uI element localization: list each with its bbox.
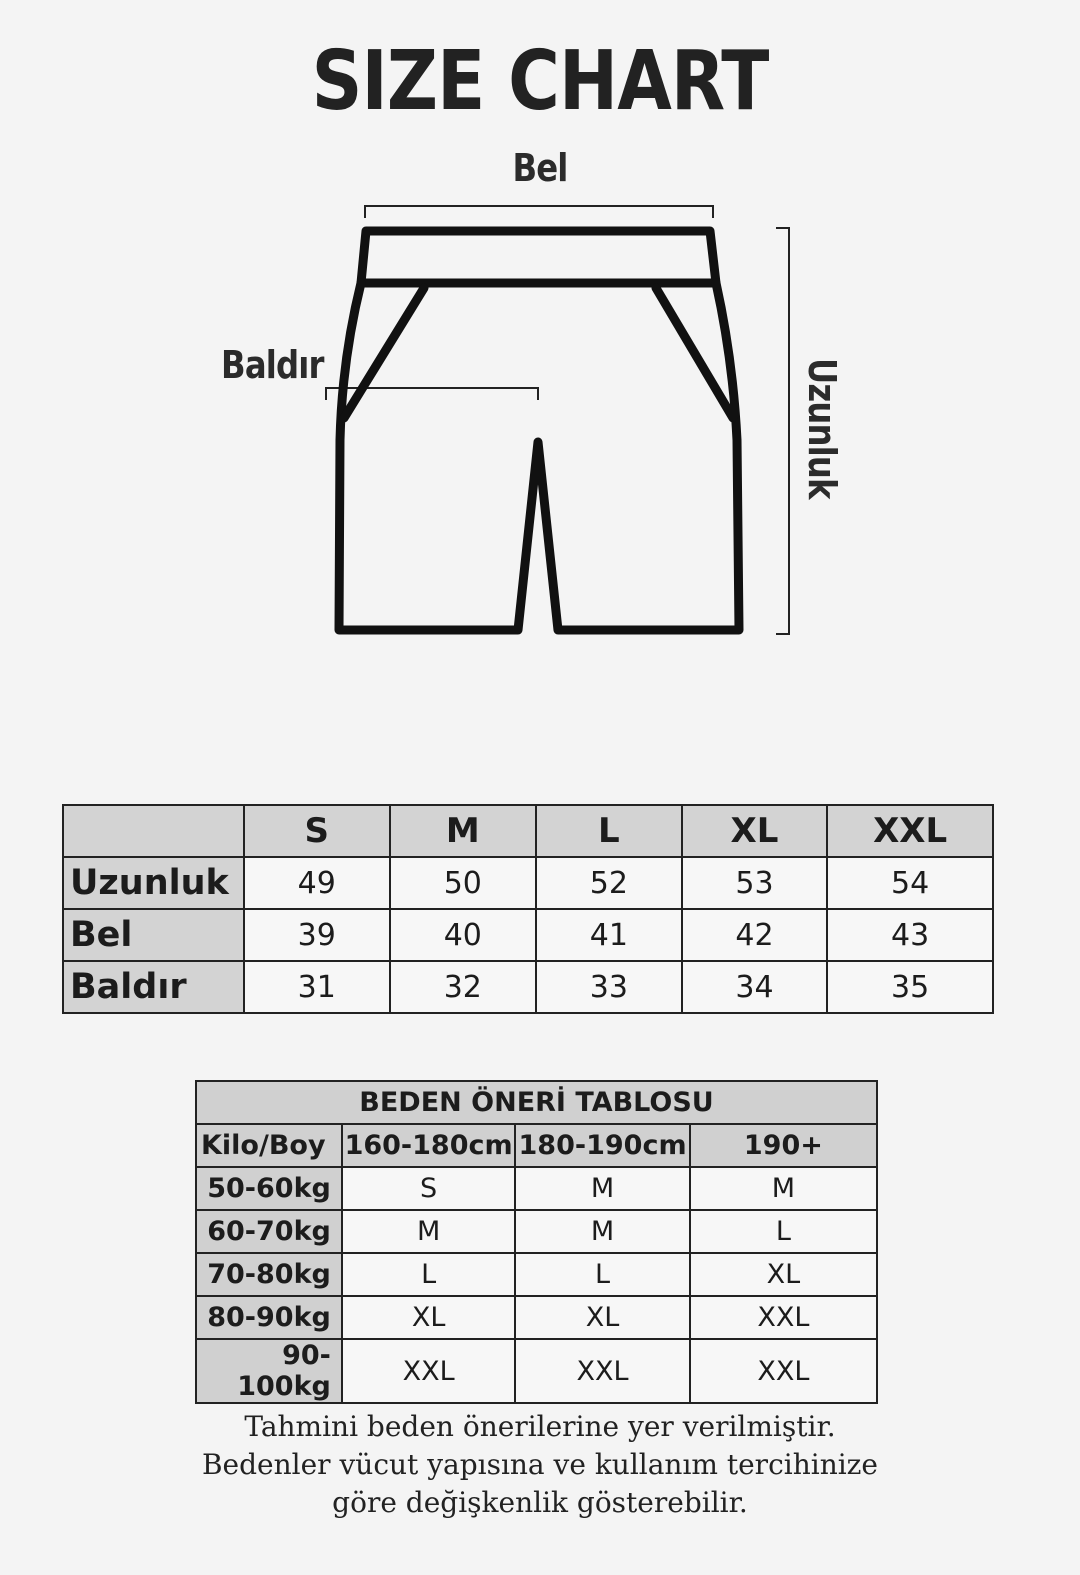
waistband [361, 231, 716, 283]
waist-measure-line [365, 206, 713, 218]
size-cell: 43 [827, 909, 993, 961]
rec-cell: M [690, 1167, 877, 1210]
rec-row-label: 90-100kg [196, 1339, 342, 1403]
size-cell: 52 [536, 857, 682, 909]
size-cell: 39 [244, 909, 390, 961]
size-cell: 33 [536, 961, 682, 1013]
size-recommendation-table [195, 1080, 878, 1404]
rec-cell: L [515, 1253, 689, 1296]
rec-row-label: 50-60kg [196, 1167, 342, 1210]
size-header-row [63, 805, 993, 857]
rec-cell: XXL [342, 1339, 515, 1403]
size-cell: 49 [244, 857, 390, 909]
page-title: SIZE CHART [311, 34, 769, 129]
rec-cell: XL [515, 1296, 689, 1339]
rec-col-header: 190+ [690, 1124, 877, 1167]
size-cell: 40 [390, 909, 537, 961]
size-cell: 54 [827, 857, 993, 909]
rec-corner-label: Kilo/Boy [196, 1124, 342, 1167]
rec-cell: XL [690, 1253, 877, 1296]
rec-cell: M [342, 1210, 515, 1253]
thigh-label: Baldır [221, 343, 324, 387]
footer-note [0, 1408, 1080, 1522]
rec-table-title: BEDEN ÖNERİ TABLOSU [196, 1081, 877, 1124]
rec-row [196, 1296, 877, 1339]
rec-row [196, 1167, 877, 1210]
rec-cell: XXL [690, 1339, 877, 1403]
size-cell: 41 [536, 909, 682, 961]
rec-title-row [196, 1081, 877, 1124]
size-cell: 32 [390, 961, 537, 1013]
footer-note-line: göre değişkenlik gösterebilir. [332, 1486, 748, 1519]
size-col-header: XL [682, 805, 828, 857]
size-row-thigh [63, 961, 993, 1013]
size-cell: 42 [682, 909, 828, 961]
size-cell: 50 [390, 857, 537, 909]
shorts-diagram [0, 0, 1080, 700]
length-label: Uzunluk [800, 358, 844, 499]
rec-cell: M [515, 1210, 689, 1253]
size-row-label: Uzunluk [63, 857, 244, 909]
size-cell: 53 [682, 857, 828, 909]
size-table [62, 804, 994, 1014]
size-cell: 35 [827, 961, 993, 1013]
rec-row-label: 70-80kg [196, 1253, 342, 1296]
size-row-label: Baldır [63, 961, 244, 1013]
rec-row [196, 1253, 877, 1296]
size-row-waist [63, 909, 993, 961]
rec-row-label: 80-90kg [196, 1296, 342, 1339]
rec-row-label: 60-70kg [196, 1210, 342, 1253]
rec-row [196, 1339, 877, 1403]
size-row-label: Bel [63, 909, 244, 961]
rec-cell: M [515, 1167, 689, 1210]
footer-note-line: Bedenler vücut yapısına ve kullanım tercihinize [201, 1448, 879, 1481]
size-cell: 34 [682, 961, 828, 1013]
rec-cell: L [342, 1253, 515, 1296]
size-col-header: XXL [827, 805, 993, 857]
size-cell: 31 [244, 961, 390, 1013]
rec-col-header: 160-180cm [342, 1124, 515, 1167]
footer-note-line: Tahmini beden önerilerine yer verilmiştir. [244, 1410, 836, 1443]
rec-cell: XXL [690, 1296, 877, 1339]
size-col-header: L [536, 805, 682, 857]
rec-cell: XL [342, 1296, 515, 1339]
size-row-length [63, 857, 993, 909]
rec-row [196, 1210, 877, 1253]
size-corner-cell [63, 805, 244, 857]
waist-label: Bel [512, 146, 568, 190]
rec-col-header: 180-190cm [515, 1124, 689, 1167]
length-measure-line [776, 228, 789, 634]
size-col-header: M [390, 805, 537, 857]
rec-header-row [196, 1124, 877, 1167]
rec-cell: L [690, 1210, 877, 1253]
size-col-header: S [244, 805, 390, 857]
rec-cell: XXL [515, 1339, 689, 1403]
rec-cell: S [342, 1167, 515, 1210]
